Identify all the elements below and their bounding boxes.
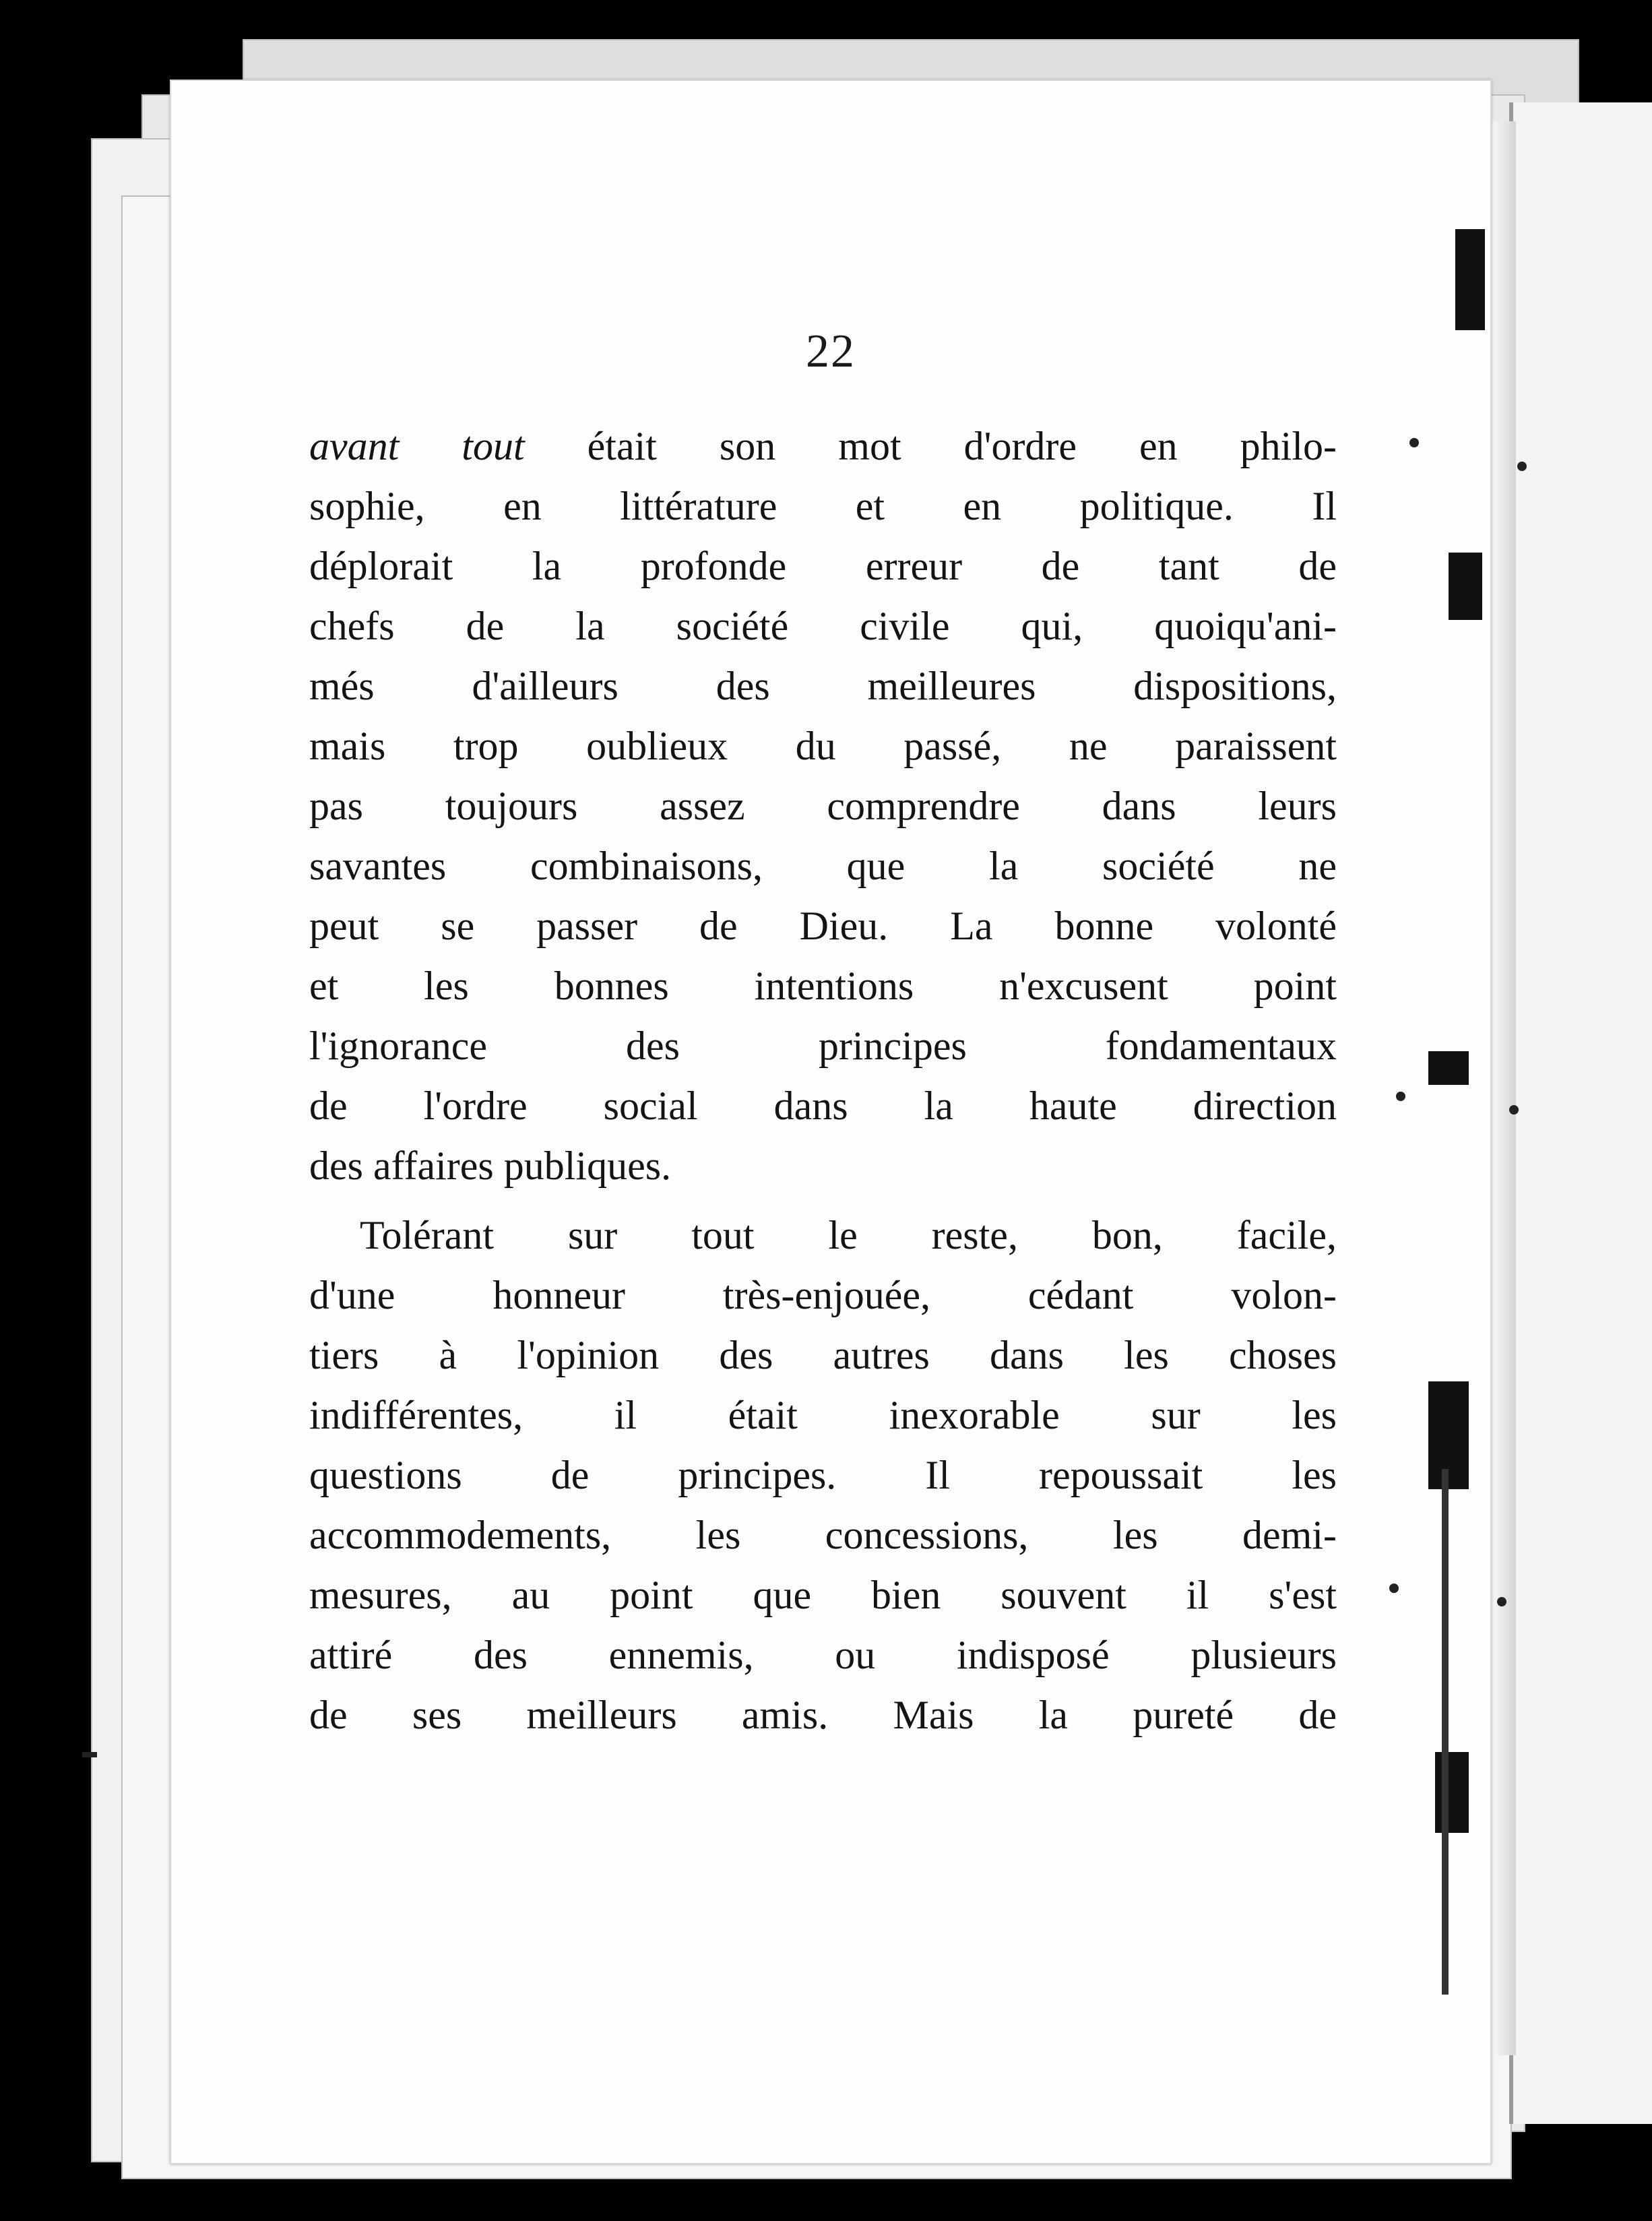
text-line: l'ignorance des principes fondamentaux bbox=[309, 1024, 1337, 1068]
text-line: sophie, en littérature et en politique. Il bbox=[309, 484, 1337, 528]
text-line: et les bonnes intentions n'excusent point bbox=[309, 964, 1337, 1008]
scan-speck bbox=[1409, 438, 1419, 447]
italic-phrase: avant tout bbox=[309, 424, 525, 468]
scan-mark bbox=[1428, 1381, 1469, 1489]
book-page bbox=[170, 80, 1492, 2164]
text-line: pas toujours assez comprendre dans leurs bbox=[309, 784, 1337, 828]
text-line: d'une honneur très-enjouée, cédant volon- bbox=[309, 1273, 1337, 1317]
text-line: savantes combinaisons, que la société ne bbox=[309, 844, 1337, 888]
text-line: des affaires publiques. bbox=[309, 1144, 672, 1188]
text-line: indifférentes, il était inexorable sur les bbox=[309, 1393, 1337, 1437]
text-line: mais trop oublieux du passé, ne paraissent bbox=[309, 724, 1337, 768]
scan-speck bbox=[1396, 1092, 1405, 1101]
text-line: attiré des ennemis, ou indisposé plusieurs bbox=[309, 1633, 1337, 1677]
text-line: mesures, au point que bien souvent il s'est bbox=[309, 1573, 1337, 1617]
facing-page-edge bbox=[1509, 102, 1652, 2124]
scan-speck bbox=[1389, 1584, 1399, 1593]
scan-speck bbox=[1517, 462, 1527, 471]
text-line: de l'ordre social dans la haute direction bbox=[309, 1084, 1337, 1128]
page-number: 22 bbox=[806, 325, 856, 377]
scan-speck bbox=[1497, 1597, 1506, 1606]
text-line: peut se passer de Dieu. La bonne volonté bbox=[309, 904, 1337, 948]
scan-speck bbox=[82, 1752, 97, 1757]
text-line: chefs de la société civile qui, quoiqu'ani- bbox=[309, 604, 1337, 648]
text-line: avant tout était son mot d'ordre en philo- bbox=[309, 424, 1337, 468]
text-line: més d'ailleurs des meilleures dispositions, bbox=[309, 664, 1337, 708]
scan-speck bbox=[1509, 1105, 1519, 1115]
text-line: tiers à l'opinion des autres dans les choses bbox=[309, 1333, 1337, 1377]
scan-mark bbox=[1442, 1469, 1449, 1995]
scan-mark bbox=[1435, 1752, 1469, 1833]
text-line: Tolérant sur tout le reste, bon, facile, bbox=[360, 1213, 1337, 1257]
scan-mark bbox=[1455, 229, 1485, 330]
text-line: questions de principes. Il repoussait les bbox=[309, 1453, 1337, 1497]
text-line: déplorait la profonde erreur de tant de bbox=[309, 544, 1337, 588]
body-text bbox=[309, 416, 1337, 1745]
scan-mark bbox=[1449, 553, 1482, 620]
text-line: de ses meilleurs amis. Mais la pureté de bbox=[309, 1693, 1337, 1737]
scan-mark bbox=[1428, 1051, 1469, 1085]
text-line: accommodements, les concessions, les demi- bbox=[309, 1513, 1337, 1557]
